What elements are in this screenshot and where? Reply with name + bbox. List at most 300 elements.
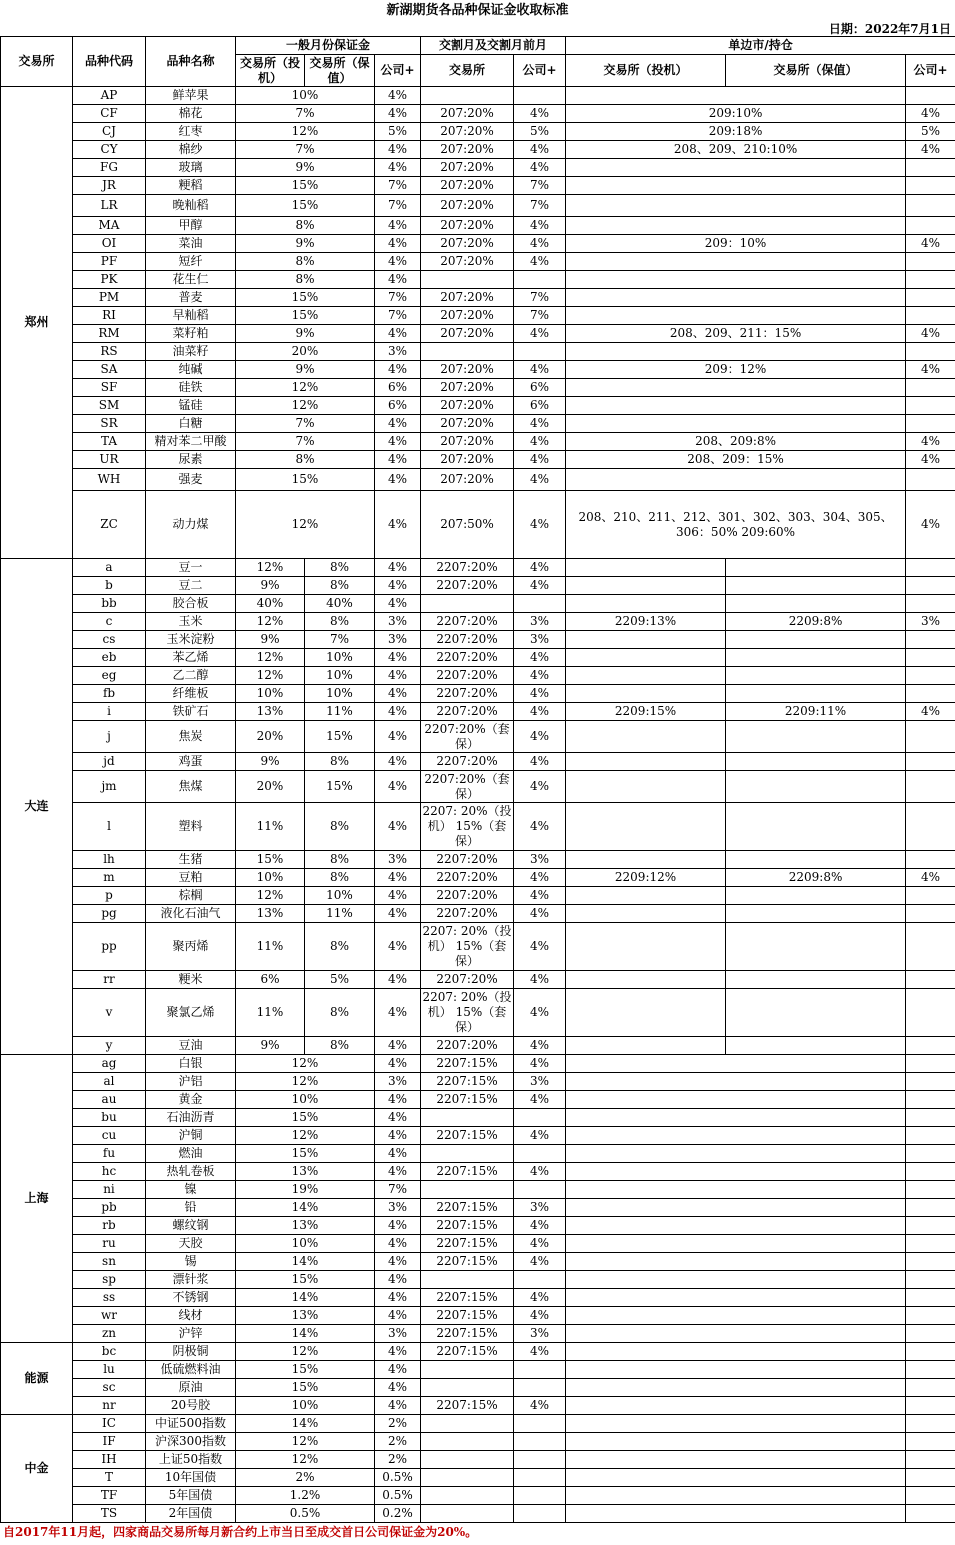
general-company-add: 4%	[375, 1127, 421, 1145]
general-exchange-margin: 15%	[236, 1361, 375, 1379]
table-row	[1, 905, 955, 923]
table-row	[1, 1325, 955, 1343]
product-name: 天胶	[146, 1235, 236, 1253]
delivery-company-add: 3%	[514, 613, 566, 631]
header-name: 品种名称	[146, 37, 236, 87]
delivery-company-add: 4%	[514, 1397, 566, 1415]
general-hedge-margin: 8%	[305, 613, 375, 631]
single-side-margin	[566, 1181, 906, 1199]
delivery-exchange-margin: 207:20%	[421, 307, 514, 325]
delivery-exchange-margin: 207:20%	[421, 141, 514, 159]
general-company-add: 4%	[375, 1343, 421, 1361]
product-code: bb	[73, 595, 146, 613]
single-side-margin	[566, 1163, 906, 1181]
delivery-company-add	[514, 1451, 566, 1469]
product-code: CY	[73, 141, 146, 159]
product-code: TS	[73, 1505, 146, 1523]
product-name: 鲜苹果	[146, 87, 236, 105]
single-company-add	[906, 1343, 955, 1361]
delivery-exchange-margin: 2207:15%	[421, 1235, 514, 1253]
product-name: 原油	[146, 1379, 236, 1397]
single-company-add	[906, 289, 955, 307]
delivery-company-add: 4%	[514, 869, 566, 887]
product-code: SM	[73, 397, 146, 415]
single-side-margin	[566, 1235, 906, 1253]
single-company-add	[906, 1487, 955, 1505]
product-name: 不锈钢	[146, 1289, 236, 1307]
table-row	[1, 1037, 955, 1055]
single-side-margin	[566, 1307, 906, 1325]
product-name: 上证50指数	[146, 1451, 236, 1469]
table-row	[1, 271, 955, 289]
general-exchange-margin: 10%	[236, 1091, 375, 1109]
general-exchange-margin: 0.5%	[236, 1505, 375, 1523]
general-hedge-margin: 11%	[305, 905, 375, 923]
delivery-company-add: 3%	[514, 1199, 566, 1217]
delivery-exchange-margin	[421, 1109, 514, 1127]
product-name: 粳稻	[146, 177, 236, 195]
general-exchange-margin: 15%	[236, 1145, 375, 1163]
table-row	[1, 1055, 955, 1073]
single-spec-margin	[566, 649, 726, 667]
single-company-add: 4%	[906, 433, 955, 451]
table-row	[1, 1379, 955, 1397]
table-row	[1, 1109, 955, 1127]
product-name: 玻璃	[146, 159, 236, 177]
exchange-name: 郑州	[1, 87, 73, 559]
general-company-add: 4%	[375, 905, 421, 923]
general-hedge-margin: 5%	[305, 971, 375, 989]
general-company-add: 3%	[375, 1199, 421, 1217]
general-company-add: 2%	[375, 1451, 421, 1469]
delivery-exchange-margin: 2207:20%	[421, 971, 514, 989]
general-exchange-margin: 12%	[236, 1055, 375, 1073]
product-code: AP	[73, 87, 146, 105]
delivery-exchange-margin: 207:20%	[421, 451, 514, 469]
product-name: 尿素	[146, 451, 236, 469]
table-row	[1, 685, 955, 703]
header-code: 品种代码	[73, 37, 146, 87]
delivery-exchange-margin: 2207:15%	[421, 1163, 514, 1181]
delivery-company-add: 4%	[514, 1127, 566, 1145]
general-hedge-margin: 10%	[305, 649, 375, 667]
single-hedge-margin	[726, 1037, 906, 1055]
product-name: 鸡蛋	[146, 753, 236, 771]
product-name: 短纤	[146, 253, 236, 271]
table-row	[1, 649, 955, 667]
table-row	[1, 433, 955, 451]
single-hedge-margin	[726, 923, 906, 971]
delivery-exchange-margin: 2207:20%	[421, 613, 514, 631]
delivery-exchange-margin	[421, 1505, 514, 1523]
delivery-company-add: 4%	[514, 451, 566, 469]
delivery-company-add: 4%	[514, 1055, 566, 1073]
single-side-margin	[566, 177, 906, 195]
general-company-add: 4%	[375, 971, 421, 989]
general-company-add: 7%	[375, 1181, 421, 1199]
single-company-add: 4%	[906, 235, 955, 253]
single-company-add	[906, 851, 955, 869]
general-exchange-margin: 19%	[236, 1181, 375, 1199]
product-code: bu	[73, 1109, 146, 1127]
delivery-company-add: 4%	[514, 923, 566, 971]
general-hedge-margin: 8%	[305, 869, 375, 887]
product-name: 低硫燃料油	[146, 1361, 236, 1379]
single-company-add: 3%	[906, 613, 955, 631]
single-spec-margin	[566, 923, 726, 971]
delivery-exchange-margin: 2207:20%	[421, 667, 514, 685]
single-company-add	[906, 271, 955, 289]
product-name: 石油沥青	[146, 1109, 236, 1127]
general-company-add: 7%	[375, 177, 421, 195]
delivery-exchange-margin: 2207:15%	[421, 1307, 514, 1325]
general-spec-margin: 11%	[236, 923, 305, 971]
general-exchange-margin: 10%	[236, 1235, 375, 1253]
product-code: TA	[73, 433, 146, 451]
single-spec-margin	[566, 851, 726, 869]
delivery-company-add	[514, 1361, 566, 1379]
general-exchange-margin: 8%	[236, 271, 375, 289]
single-company-add: 5%	[906, 123, 955, 141]
single-hedge-margin	[726, 803, 906, 851]
delivery-exchange-margin: 207:20%	[421, 397, 514, 415]
general-company-add: 7%	[375, 307, 421, 325]
general-company-add: 4%	[375, 703, 421, 721]
single-hedge-margin	[726, 667, 906, 685]
general-exchange-margin: 12%	[236, 123, 375, 141]
delivery-company-add	[514, 1145, 566, 1163]
general-company-add: 4%	[375, 667, 421, 685]
delivery-company-add: 4%	[514, 1289, 566, 1307]
delivery-company-add: 7%	[514, 307, 566, 325]
exchange-name: 上海	[1, 1055, 73, 1343]
delivery-exchange-margin: 2207:15%	[421, 1253, 514, 1271]
general-company-add: 4%	[375, 1055, 421, 1073]
product-name: 豆二	[146, 577, 236, 595]
general-exchange-margin: 7%	[236, 141, 375, 159]
general-spec-margin: 9%	[236, 1037, 305, 1055]
delivery-company-add: 7%	[514, 177, 566, 195]
product-code: PK	[73, 271, 146, 289]
single-company-add	[906, 923, 955, 971]
table-row	[1, 195, 955, 217]
single-side-margin: 208、209、211：15%	[566, 325, 906, 343]
single-company-add	[906, 595, 955, 613]
general-company-add: 4%	[375, 685, 421, 703]
table-row	[1, 491, 955, 559]
general-exchange-margin: 13%	[236, 1217, 375, 1235]
single-side-margin	[566, 271, 906, 289]
single-spec-margin	[566, 577, 726, 595]
product-code: fu	[73, 1145, 146, 1163]
exchange-name: 大连	[1, 559, 73, 1055]
general-exchange-margin: 12%	[236, 1433, 375, 1451]
single-side-margin	[566, 1109, 906, 1127]
product-name: 沪深300指数	[146, 1433, 236, 1451]
product-name: 玉米淀粉	[146, 631, 236, 649]
table-row	[1, 105, 955, 123]
header-general-company: 公司+	[375, 55, 421, 87]
single-company-add	[906, 343, 955, 361]
general-company-add: 4%	[375, 361, 421, 379]
single-company-add	[906, 307, 955, 325]
product-code: IH	[73, 1451, 146, 1469]
single-company-add	[906, 559, 955, 577]
delivery-exchange-margin: 207:20%	[421, 469, 514, 491]
delivery-exchange-margin: 2207:15%	[421, 1325, 514, 1343]
single-hedge-margin	[726, 851, 906, 869]
single-company-add	[906, 1307, 955, 1325]
general-company-add: 4%	[375, 415, 421, 433]
single-company-add	[906, 721, 955, 753]
single-side-margin	[566, 1073, 906, 1091]
general-company-add: 4%	[375, 803, 421, 851]
table-row	[1, 631, 955, 649]
single-side-margin: 209:10%	[566, 105, 906, 123]
single-side-margin: 208、209：15%	[566, 451, 906, 469]
delivery-company-add: 6%	[514, 397, 566, 415]
general-spec-margin: 12%	[236, 667, 305, 685]
delivery-company-add	[514, 1469, 566, 1487]
delivery-company-add: 4%	[514, 141, 566, 159]
delivery-exchange-margin: 2207:20%	[421, 753, 514, 771]
single-spec-margin	[566, 803, 726, 851]
single-company-add	[906, 753, 955, 771]
general-spec-margin: 13%	[236, 905, 305, 923]
single-company-add	[906, 87, 955, 105]
delivery-exchange-margin: 2207:15%	[421, 1091, 514, 1109]
table-row	[1, 1487, 955, 1505]
general-company-add: 2%	[375, 1415, 421, 1433]
single-company-add: 4%	[906, 141, 955, 159]
header-general-month: 一般月份保证金	[236, 37, 421, 55]
product-name: 聚丙烯	[146, 923, 236, 971]
general-company-add: 4%	[375, 451, 421, 469]
single-side-margin	[566, 343, 906, 361]
header-single-spec: 交易所（投机）	[566, 55, 726, 87]
delivery-exchange-margin: 207:20%	[421, 289, 514, 307]
delivery-exchange-margin: 2207:20%（套保）	[421, 721, 514, 753]
single-side-margin	[566, 469, 906, 491]
single-company-add: 4%	[906, 491, 955, 559]
general-spec-margin: 9%	[236, 753, 305, 771]
delivery-company-add: 4%	[514, 1343, 566, 1361]
general-spec-margin: 12%	[236, 649, 305, 667]
single-side-margin	[566, 1343, 906, 1361]
product-name: 焦煤	[146, 771, 236, 803]
general-exchange-margin: 12%	[236, 397, 375, 415]
table-row	[1, 325, 955, 343]
delivery-company-add: 7%	[514, 289, 566, 307]
product-name: 精对苯二甲酸	[146, 433, 236, 451]
delivery-exchange-margin: 207:20%	[421, 253, 514, 271]
delivery-company-add	[514, 1181, 566, 1199]
delivery-exchange-margin: 207:20%	[421, 195, 514, 217]
delivery-company-add	[514, 343, 566, 361]
single-company-add	[906, 1253, 955, 1271]
general-exchange-margin: 14%	[236, 1325, 375, 1343]
product-name: 10年国债	[146, 1469, 236, 1487]
general-company-add: 4%	[375, 989, 421, 1037]
single-company-add	[906, 1037, 955, 1055]
product-code: RS	[73, 343, 146, 361]
header-single-company: 公司+	[906, 55, 955, 87]
delivery-company-add: 4%	[514, 721, 566, 753]
general-hedge-margin: 40%	[305, 595, 375, 613]
product-name: 粳米	[146, 971, 236, 989]
single-company-add	[906, 989, 955, 1037]
product-name: 2年国债	[146, 1505, 236, 1523]
product-code: PF	[73, 253, 146, 271]
general-spec-margin: 12%	[236, 613, 305, 631]
delivery-company-add: 3%	[514, 1073, 566, 1091]
single-hedge-margin	[726, 887, 906, 905]
general-exchange-margin: 8%	[236, 217, 375, 235]
general-exchange-margin: 20%	[236, 343, 375, 361]
general-spec-margin: 20%	[236, 771, 305, 803]
general-company-add: 4%	[375, 1037, 421, 1055]
general-company-add: 4%	[375, 559, 421, 577]
product-code: rb	[73, 1217, 146, 1235]
product-code: rr	[73, 971, 146, 989]
delivery-exchange-margin	[421, 1469, 514, 1487]
general-exchange-margin: 12%	[236, 1451, 375, 1469]
general-company-add: 4%	[375, 253, 421, 271]
general-company-add: 7%	[375, 195, 421, 217]
delivery-company-add: 3%	[514, 851, 566, 869]
general-exchange-margin: 8%	[236, 253, 375, 271]
single-company-add	[906, 685, 955, 703]
single-hedge-margin	[726, 559, 906, 577]
general-spec-margin: 10%	[236, 869, 305, 887]
single-company-add	[906, 905, 955, 923]
single-side-margin	[566, 253, 906, 271]
single-spec-margin	[566, 595, 726, 613]
general-company-add: 4%	[375, 433, 421, 451]
product-code: UR	[73, 451, 146, 469]
table-row	[1, 613, 955, 631]
product-name: 沪铜	[146, 1127, 236, 1145]
single-company-add	[906, 253, 955, 271]
product-code: nr	[73, 1397, 146, 1415]
page-title: 新湖期货各品种保证金收取标准	[386, 3, 569, 18]
general-spec-margin: 10%	[236, 685, 305, 703]
delivery-exchange-margin: 207:20%	[421, 235, 514, 253]
general-spec-margin: 12%	[236, 559, 305, 577]
table-row	[1, 721, 955, 753]
product-code: l	[73, 803, 146, 851]
product-name: 豆一	[146, 559, 236, 577]
single-side-margin	[566, 415, 906, 433]
general-company-add: 4%	[375, 1091, 421, 1109]
delivery-company-add: 4%	[514, 235, 566, 253]
single-company-add	[906, 415, 955, 433]
delivery-exchange-margin: 207:20%	[421, 177, 514, 195]
single-side-margin	[566, 87, 906, 105]
general-company-add: 3%	[375, 613, 421, 631]
product-name: 20号胶	[146, 1397, 236, 1415]
delivery-company-add: 4%	[514, 771, 566, 803]
delivery-exchange-margin: 2207:15%	[421, 1289, 514, 1307]
general-company-add: 6%	[375, 397, 421, 415]
general-company-add: 4%	[375, 1289, 421, 1307]
delivery-exchange-margin: 2207:20%	[421, 649, 514, 667]
single-company-add: 4%	[906, 451, 955, 469]
single-company-add	[906, 1181, 955, 1199]
single-side-margin	[566, 1451, 906, 1469]
single-side-margin: 208、210、211、212、301、302、303、304、305、306：50% 209:60%	[566, 491, 906, 559]
general-exchange-margin: 10%	[236, 87, 375, 105]
product-name: 红枣	[146, 123, 236, 141]
general-exchange-margin: 10%	[236, 1397, 375, 1415]
product-code: FG	[73, 159, 146, 177]
single-side-margin	[566, 1253, 906, 1271]
delivery-exchange-margin: 207:20%	[421, 123, 514, 141]
product-name: 玉米	[146, 613, 236, 631]
table-row	[1, 1235, 955, 1253]
exchange-name: 中金	[1, 1415, 73, 1523]
general-hedge-margin: 8%	[305, 803, 375, 851]
table-row	[1, 1505, 955, 1523]
general-exchange-margin: 15%	[236, 307, 375, 325]
product-code: T	[73, 1469, 146, 1487]
single-company-add	[906, 1325, 955, 1343]
product-code: i	[73, 703, 146, 721]
general-company-add: 4%	[375, 159, 421, 177]
product-code: ag	[73, 1055, 146, 1073]
table-row	[1, 771, 955, 803]
single-spec-margin	[566, 685, 726, 703]
single-company-add	[906, 887, 955, 905]
product-name: 铁矿石	[146, 703, 236, 721]
general-exchange-margin: 15%	[236, 1379, 375, 1397]
general-exchange-margin: 14%	[236, 1415, 375, 1433]
product-name: 花生仁	[146, 271, 236, 289]
product-name: 油菜籽	[146, 343, 236, 361]
header-general-hedge: 交易所（保值）	[305, 55, 375, 87]
product-code: jm	[73, 771, 146, 803]
single-company-add	[906, 1289, 955, 1307]
product-code: j	[73, 721, 146, 753]
product-name: 热轧卷板	[146, 1163, 236, 1181]
table-row	[1, 887, 955, 905]
single-side-margin	[566, 1469, 906, 1487]
table-row	[1, 1253, 955, 1271]
delivery-exchange-margin	[421, 1181, 514, 1199]
margin-table	[0, 36, 955, 1523]
delivery-exchange-margin: 2207: 20%（投机） 15%（套保）	[421, 989, 514, 1037]
single-spec-margin	[566, 667, 726, 685]
table-row	[1, 141, 955, 159]
product-code: IC	[73, 1415, 146, 1433]
general-hedge-margin: 8%	[305, 1037, 375, 1055]
single-company-add	[906, 1145, 955, 1163]
table-row	[1, 1217, 955, 1235]
table-row	[1, 397, 955, 415]
general-exchange-margin: 7%	[236, 105, 375, 123]
product-code: RI	[73, 307, 146, 325]
product-code: SF	[73, 379, 146, 397]
single-company-add	[906, 1271, 955, 1289]
delivery-company-add: 4%	[514, 1037, 566, 1055]
single-company-add	[906, 667, 955, 685]
single-spec-margin	[566, 753, 726, 771]
product-name: 纯碱	[146, 361, 236, 379]
delivery-company-add: 7%	[514, 195, 566, 217]
product-code: b	[73, 577, 146, 595]
table-row	[1, 971, 955, 989]
delivery-company-add: 4%	[514, 1217, 566, 1235]
